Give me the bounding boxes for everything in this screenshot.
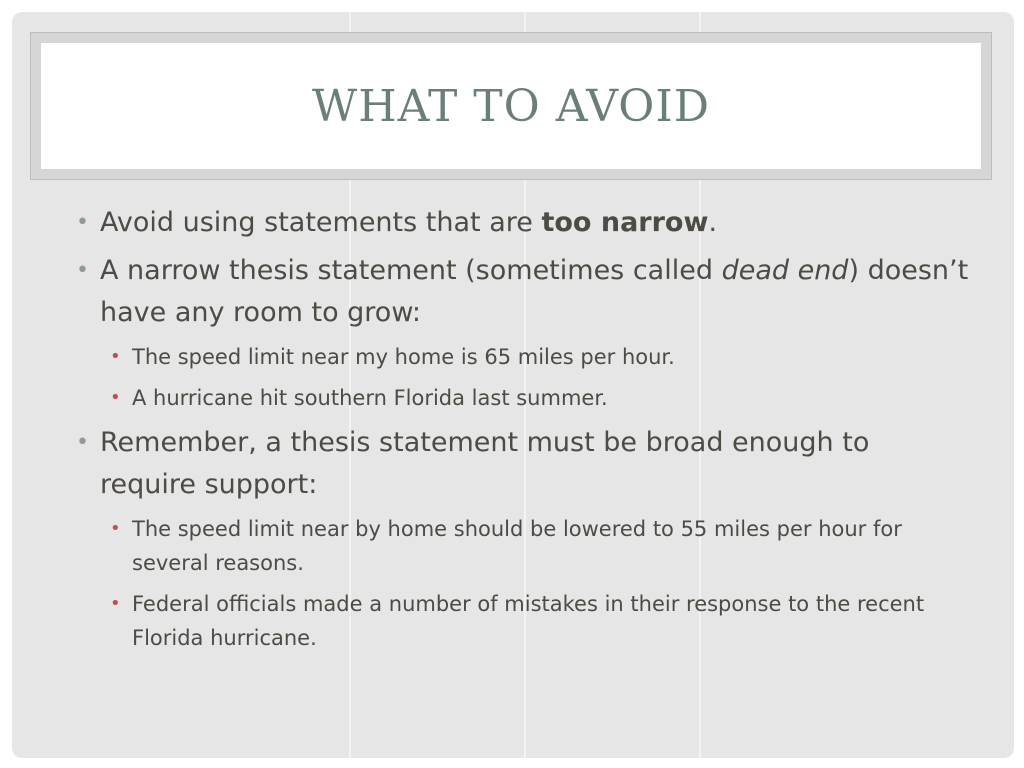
sub-bullet-item	[72, 587, 972, 655]
bullet-text: Remember, a thesis statement must be broad enough to require support:	[100, 427, 870, 500]
sub-bullet-dot-icon: •	[110, 387, 121, 408]
bullet-dot-icon: •	[76, 430, 89, 455]
sub-bullet-dot-icon: •	[110, 593, 121, 614]
slide	[12, 12, 1014, 758]
bullet-text-end: .	[708, 207, 718, 238]
slide-title: WHAT TO AVOID	[311, 80, 711, 132]
bullet-item-1	[72, 202, 972, 244]
sub-bullet-item	[72, 512, 972, 580]
sub-bullet-text: The speed limit near my home is 65 miles per hour.	[132, 345, 675, 369]
bullet-dot-icon: •	[76, 258, 89, 283]
title-box	[41, 43, 981, 169]
bullet-text-end: ) doesn’t have any room to grow:	[100, 255, 969, 328]
sub-bullet-item	[72, 381, 972, 415]
sub-bullet-text: A hurricane hit southern Florida last summer.	[132, 386, 608, 410]
bullet-text: A narrow thesis statement (sometimes called	[100, 255, 722, 286]
bullet-emphasis: dead end	[721, 255, 849, 286]
bullet-item-2	[72, 250, 972, 334]
sub-bullet-dot-icon: •	[110, 518, 121, 539]
sub-bullet-text: Federal officials made a number of mistakes in their response to the recent Florida hurricane.	[132, 592, 925, 650]
bullet-emphasis: too narrow	[541, 207, 709, 238]
bullet-text: Avoid using statements that are	[100, 207, 542, 238]
bullet-dot-icon: •	[76, 210, 89, 235]
sub-bullet-dot-icon: •	[110, 346, 121, 367]
bullet-item-3	[72, 422, 972, 506]
slide-content	[72, 202, 972, 662]
sub-bullet-text: The speed limit near by home should be lowered to 55 miles per hour for several reasons.	[132, 517, 902, 575]
title-frame	[30, 32, 992, 180]
sub-bullet-item	[72, 340, 972, 374]
